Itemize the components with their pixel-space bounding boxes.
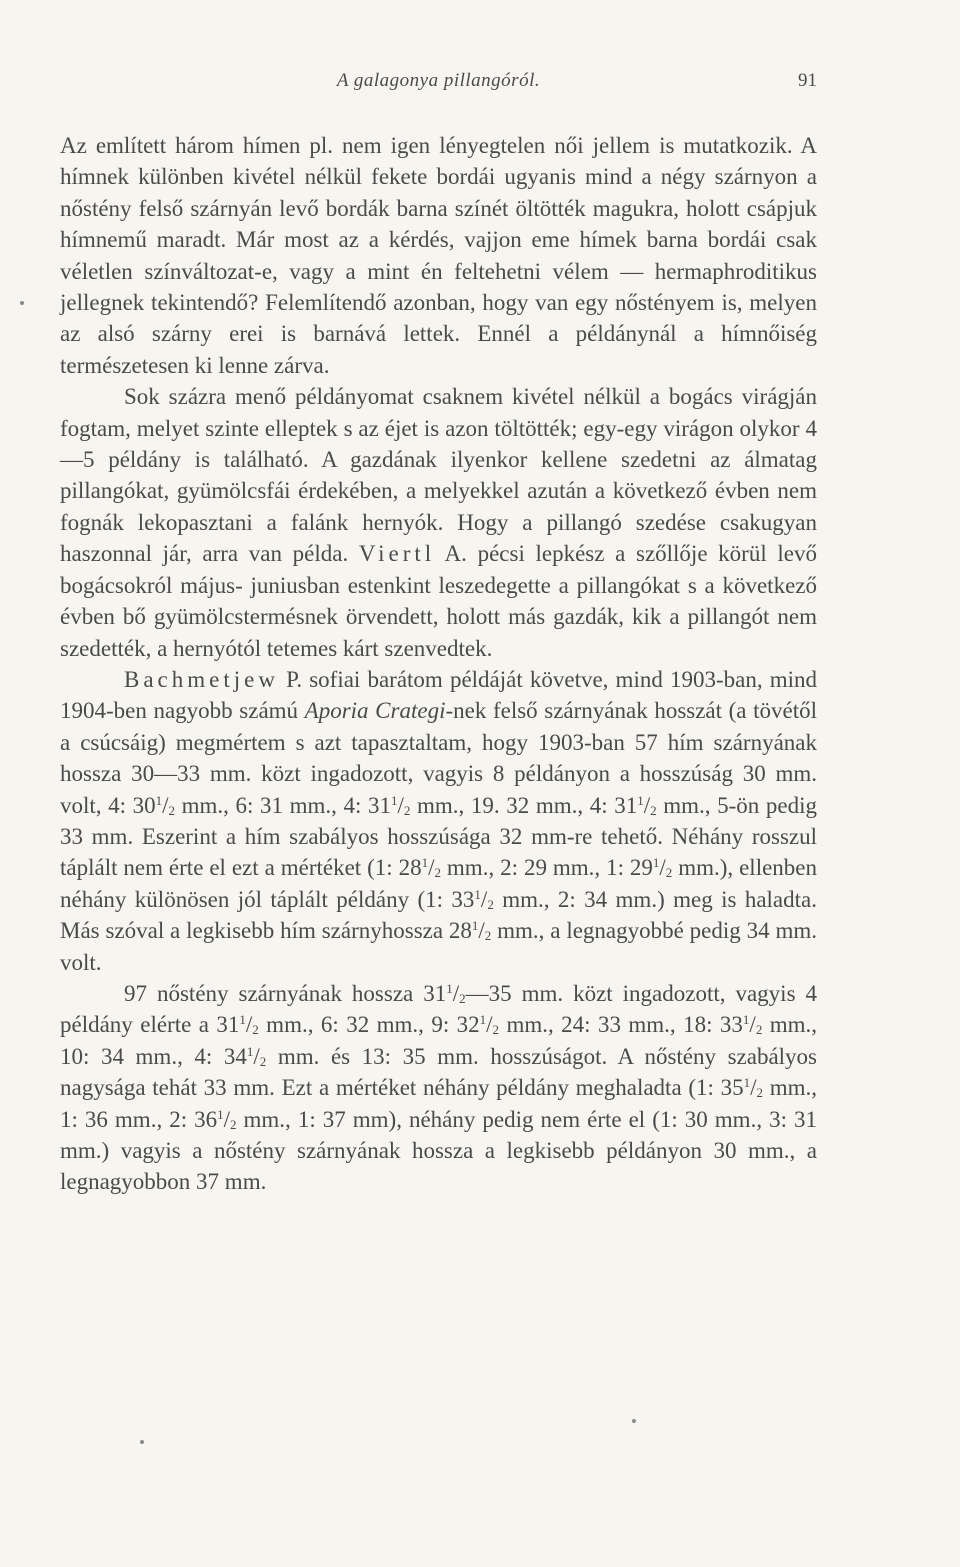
text-run: mm., 2: 34 mm.) meg is haladta. Más szóval a legkisebb hím szárnyhossza 28 [60,886,817,944]
text-run: 1 [637,792,644,808]
text-run: 1 [246,1043,254,1059]
text-run: -nek felső szárnyának hosszát (a tövétől a csúcsáig) megmértem s azt tapasztaltam, hogy 1903-ban 57 hím szárnyának hossza 30—33 mm. közt ingadozott, vagyis 8 példányon a hosszúság 30 mm. volt, 4: 30 [60,698,817,818]
text-run: / [750,1075,757,1101]
scan-speck [632,1419,636,1423]
scan-speck [140,1440,144,1444]
text-run: / [162,792,169,818]
paragraph [60,381,817,664]
text-run: / [480,886,488,912]
text-run: Az említett három hímen pl. nem igen lényegtelen női jellem is mutatkozik. A hímnek különben kivétel nélkül fekete bordái ugyanis mind a négy szárnyon a nőstény felső szárnyán levő bordák barna színét öltötték magukra, holott csápjuk hímnemű maradt. Már most az a kérdés, vajjon eme hímek barna bordái csak véletlen színváltozat-e, vagy a mint én feltehetni vélem — hermaphroditikus jellegnek tekintendő? Felemlítendő azonban, hogy van egy nőstényem is, melyen az alsó szárny erei is barnává lettek. Ennél a példánynál a hímnőiség természetesen ki lenne zárva. [60,133,817,378]
text-run: 1 [446,980,453,996]
text-run: 2 [492,1022,500,1038]
text-run: mm., a legnagyobbé pedig 34 mm. volt. [60,918,817,975]
spaced-name: Bachmetjew [124,666,279,692]
text-run: mm., 1: 37 mm), néhány pedig nem érte el (1: 30 mm., 3: 31 mm.) vagyis a nőstény szárnyának hossza a legkisebb példányon 30 mm., a legnagyobbon 37 mm. [60,1106,817,1195]
body-text [60,130,817,1198]
page-content [60,62,817,1198]
text-run: mm. és 13: 35 mm. hosszúságot. A nőstény szabályos nagysága tehát 33 mm. Ezt a mértéket néhány példány meghaladta (1: 35 [60,1043,818,1101]
text-run: 1 [471,918,479,934]
text-run: 2 [487,896,494,912]
text-run: 2 [459,990,466,1006]
text-run: / [245,1012,253,1038]
text-run: —35 mm. közt ingadozott, vagyis 4 példány elérte a 31 [60,980,818,1038]
text-run: 97 nőstény szárnyának hossza 31 [124,980,447,1006]
text-run: 2 [650,802,657,818]
text-run: / [428,855,435,881]
text-run: 1 [217,1106,224,1122]
text-run: / [659,855,666,881]
text-run: mm., 6: 32 mm., 9: 32 [258,1012,480,1038]
text-run: 1 [155,792,163,808]
scan-speck [20,301,24,305]
text-run: 2 [434,865,441,881]
text-run: 1 [479,1012,487,1028]
text-run: Sok százra menő példányomat csaknem kivétel nélkül a bogács virágján fogtam, melyet szinte elleptek s az éjet is azon töltötték; egy-egy virágon olykor 4—5 példány is található. A gazdának ilyenkor kellene szedetni az álmatag pillangókat, gyümölcsfái érdekében, a melyekkel azután a következő évben nem fognák lekopasztani a falánk hernyók. Hogy a pillangó szedése csakugyan haszonnal jár, arra van példa. [60,384,817,567]
text-run: 2 [484,928,492,944]
text-run: 2 [252,1022,259,1038]
text-run: mm., 6: 31 mm., 4: 31 [175,792,392,818]
running-title: A galagonya pillangóról. [336,70,541,91]
paragraph [60,130,817,381]
text-run: 1 [743,1075,751,1091]
text-run: / [643,792,651,818]
text-run: mm., 1: 36 mm., 2: 36 [60,1075,817,1132]
text-run: 1 [742,1012,750,1028]
text-run: 2 [403,802,411,818]
text-run: 1 [652,855,660,871]
text-run: mm., 5-ön pedig 33 mm. Eszerint a hím szabályos hosszúsága 32 mm-re tehető. Néhány rosszul táplált nem érte el ezt a mértéket (1: 28 [60,792,817,881]
text-run: / [486,1012,493,1038]
text-run: 2 [756,1085,764,1101]
paragraph [60,664,817,978]
text-run: mm., 24: 33 mm., 18: 33 [499,1012,743,1038]
spaced-name: Viertl [358,541,436,567]
text-run: 1 [421,855,429,871]
text-run: / [749,1012,756,1038]
text-run: 1 [239,1012,246,1028]
species-name: Aporia Crategi [304,698,446,724]
text-run: 2 [259,1053,267,1069]
text-run: mm., 19. 32 mm., 4: 31 [410,792,638,818]
text-run: 2 [755,1022,763,1038]
text-run: mm., 10: 34 mm., 4: 34 [60,1012,818,1069]
page-number: 91 [798,70,817,91]
text-run: / [452,980,460,1006]
text-run: 1 [391,792,398,808]
text-run: 2 [168,802,176,818]
text-run: 2 [230,1116,237,1132]
paragraph [60,978,817,1198]
text-run: / [253,1043,260,1069]
text-run: / [223,1106,231,1132]
text-run: P. sofiai barátom példáját követve, mind 1903-ban, mind 1904-ben nagyobb számú [60,666,817,724]
text-run: / [478,918,485,944]
text-run: 2 [665,865,673,881]
text-run: 1 [474,886,481,902]
text-run: mm., 2: 29 mm., 1: 29 [440,855,653,881]
text-run: mm.), ellenben néhány különösen jól táplált példány (1: 33 [60,855,817,912]
text-run: A. pécsi lepkész a szőllője körül levő bogácsokról május- juniusban estenkint leszedegette a pillangókat s a következő évben bő gyümölcstermésnek örvendett, holott más gazdák, kik a pillangót nem szedették, a hernyótól tetemes kárt szenvedtek. [60,541,817,661]
running-head [60,62,817,102]
text-run: / [397,792,404,818]
